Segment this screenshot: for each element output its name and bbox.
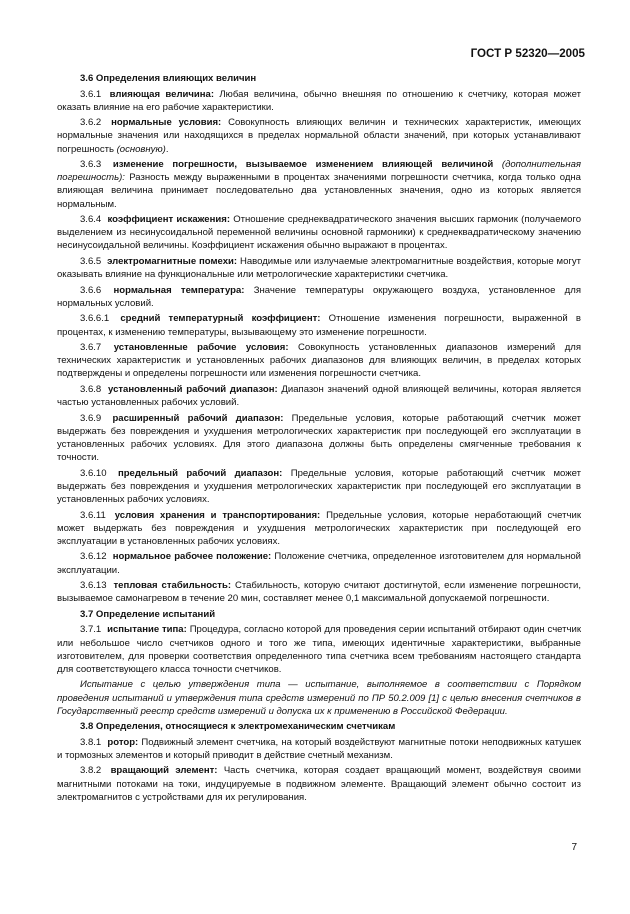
clause-number: 3.6.4 <box>80 214 102 226</box>
clause-number: 3.6.7 <box>80 342 102 354</box>
clause-number: 3.6.3 <box>80 159 102 171</box>
definition-paragraph <box>57 550 581 576</box>
document-body <box>57 72 581 806</box>
defined-term: нормальные условия: <box>111 117 222 129</box>
definition-paragraph <box>57 341 581 380</box>
definition-paragraph <box>57 623 581 676</box>
definition-paragraph <box>57 383 581 409</box>
document-header: ГОСТ Р 52320—2005 <box>470 47 585 60</box>
definition-paragraph <box>57 764 581 803</box>
definition-paragraph <box>57 284 581 310</box>
defined-term: условия хранения и транспортирования: <box>114 509 321 521</box>
defined-term: электромагнитные помехи: <box>107 255 238 267</box>
definition-paragraph <box>57 312 581 338</box>
definition-paragraph <box>57 467 581 506</box>
defined-term: тепловая стабильность: <box>113 580 232 592</box>
clause-number: 3.6.1 <box>80 88 102 100</box>
clause-number: 3.8.2 <box>80 765 102 777</box>
clause-number: 3.6.2 <box>80 117 102 129</box>
defined-term: установленный рабочий диапазон: <box>108 383 278 395</box>
definition-text: Стабильность, которую считают достигнутой, если изменение погрешности, вызываемое самонагревом в течение 20 мин, составляет менее 0,1 максимальной допускаемой погрешности. <box>57 580 582 605</box>
definition-paragraph <box>57 579 581 605</box>
definition-paragraph <box>57 509 581 548</box>
definition-text: Отношение изменения погрешности, выраженной в процентах, к изменению температуры, вызывающему это изменение погрешности. <box>57 313 581 338</box>
definition-paragraph <box>57 255 581 281</box>
definition-paragraph <box>57 412 581 465</box>
clause-number: 3.6.13 <box>80 580 107 592</box>
definition-text: Отношение среднеквадратического значения высших гармоник (получаемого выделением из несинусоидальной переменной величины основной гармоники) к среднеквадратическому значению несинусоидальной величины. Коэффициент искажения обычно выражают в процентах. <box>57 214 582 252</box>
defined-term: установленные рабочие условия: <box>113 342 289 354</box>
definition-text: Диапазон значений одной влияющей величины, которая является частью установленных рабочих условий. <box>57 383 581 409</box>
clause-number: 3.6.9 <box>80 412 102 424</box>
definition-paragraph <box>57 116 581 155</box>
defined-term: ротор: <box>107 736 139 748</box>
clause-number: 3.6.5 <box>80 255 102 267</box>
defined-term: влияющая величина: <box>109 88 215 100</box>
defined-term: испытание типа: <box>107 624 187 636</box>
definition-note: (основную) <box>116 143 166 155</box>
definition-text: Предельные условия, которые неработающий счетчик может выдержать без повреждения и ухудшения метрологических характеристик при последующей его эксплуатации в установленных рабочих условиях. <box>57 509 582 547</box>
defined-term: вращающий элемент: <box>110 765 218 777</box>
definition-text: Значение температуры окружающего воздуха, установленное для нормальных условий. <box>57 284 581 309</box>
defined-term: средний температурный коэффициент: <box>120 313 321 325</box>
defined-term: расширенный рабочий диапазон: <box>112 412 284 424</box>
defined-term: изменение погрешности, вызываемое изменением влияющей величиной <box>112 159 494 171</box>
clause-number: 3.8.1 <box>80 736 102 748</box>
clause-number: 3.6.10 <box>80 467 107 479</box>
definition-paragraph <box>57 158 581 211</box>
definition-text: Совокупность установленных диапазонов измерений для технических характеристик и установленных рабочих диапазонов для влияющих величин, в пределах которых подтверждены и определены погрешности или изменения погрешности счетчика. <box>57 342 582 380</box>
clause-number: 3.7.1 <box>80 624 102 636</box>
definition-text: Совокупность влияющих величин и технических характеристик, имеющих нормальные значения или находящихся в пределах нормальной области значений, при которых устанавливают погрешность <box>57 117 581 155</box>
definition-paragraph <box>57 88 581 114</box>
definition-paragraph <box>57 213 581 252</box>
clause-number: 3.6.8 <box>80 383 102 395</box>
definition-end: . <box>165 143 169 155</box>
defined-term: коэффициент искажения: <box>107 214 230 226</box>
page-number: 7 <box>571 842 577 853</box>
definition-text: Подвижный элемент счетчика, на который воздействуют магнитные потоки неподвижных катушек и тормозных элементов и который приводит в действие счетный механизм. <box>57 736 582 761</box>
section-heading: 3.6 Определения влияющих величин <box>80 73 257 84</box>
definition-text: Разность между выраженными в процентах значениями погрешности счетчика, когда только одна влияющая величина принимает последовательно два установленных значения, одно из которых является нормальным. <box>57 172 581 210</box>
term-note: (дополнительная погрешность): <box>57 159 581 184</box>
definition-text: Любая величина, обычно внешняя по отношению к счетчику, которая может оказать влияние на его рабочие характеристики. <box>57 88 582 113</box>
section-heading: 3.7 Определение испытаний <box>80 608 216 620</box>
definition-text: Процедура, согласно которой для проведения серии испытаний отбирают один счетчик или небольшое число счетчиков одного и того же типа, имеющих идентичные характеристики, выбранные изготовителем, для проверки соответствия определенного типа счетчика всем требованиям настоящего стандарта для соответствующего класса точности счетчиков. <box>57 624 582 675</box>
clause-number: 3.6.11 <box>80 509 106 521</box>
definition-text: Положение счетчика, определенное изготовителем для нормальной эксплуатации. <box>57 551 581 576</box>
note-paragraph: Испытание с целью утверждения типа — испытание, выполняемое в соответствии с Порядком проведения испытаний и утверждения типа средств измерений по ПР 50.2.009 [1] с целью внесения счетчиков в Государственный реестр средств измерений и допуска их к применению в Российской Федерации. <box>57 679 581 717</box>
definition-text: Наводимые или излучаемые электромагнитные воздействия, которые могут оказывать влияние на функциональные или метрологические характеристики счетчика. <box>57 255 582 281</box>
definition-paragraph <box>57 736 581 762</box>
defined-term: нормальное рабочее положение: <box>112 551 272 563</box>
definition-text: Часть счетчика, которая создает вращающий момент, воздействуя своими магнитными потоками на токи, индуцируемые в подвижном элементе. Вращающий элемент обычно состоит из электромагнитов с устройствами для их регулирования. <box>57 765 581 803</box>
clause-number: 3.6.6.1 <box>80 313 110 325</box>
definition-text: Предельные условия, которые работающий счетчик может выдержать без повреждения и ухудшения метрологических характеристик при последующей его эксплуатации в установленных рабочих условиях. <box>57 467 582 505</box>
defined-term: предельный рабочий диапазон: <box>117 467 283 479</box>
definition-text: Предельные условия, которые работающий счетчик может выдержать без повреждения и ухудшения метрологических характеристик при последующей его эксплуатации в установленных рабочих условиях. Для этого диапазона должны быть определены смягченные требования к точности. <box>57 412 581 464</box>
defined-term: нормальная температура: <box>113 284 245 296</box>
clause-number: 3.6.6 <box>80 284 102 296</box>
clause-number: 3.6.12 <box>80 551 107 563</box>
section-heading: 3.8 Определения, относящиеся к электромеханическим счетчикам <box>80 721 396 733</box>
